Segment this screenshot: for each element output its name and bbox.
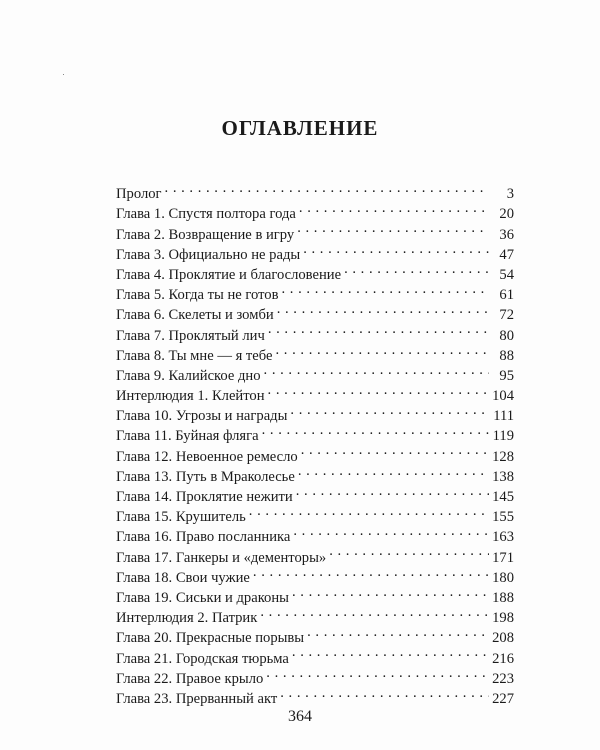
toc-dot-leader — [303, 239, 489, 259]
toc-dot-leader — [262, 420, 489, 440]
toc-entry-title: Глава 11. Буйная фляга — [116, 428, 259, 445]
toc-dot-leader — [253, 562, 489, 582]
toc-entry-title: Глава 6. Скелеты и зомби — [116, 307, 274, 324]
toc-entry-title: Глава 4. Проклятие и благословение — [116, 266, 342, 283]
toc-entry-title: Глава 21. Городская тюрьма — [116, 650, 289, 667]
toc-entry-title: Глава 17. Ганкеры и «дементоры» — [116, 549, 327, 566]
toc-dot-leader — [280, 683, 489, 703]
toc-entry-page: 95 — [499, 367, 514, 384]
toc-dot-leader — [268, 380, 489, 400]
toc-entry-title: Глава 13. Путь в Мраколесье — [116, 468, 295, 485]
page-title: ОГЛАВЛЕНИЕ — [221, 116, 379, 140]
toc-dot-leader — [282, 279, 490, 299]
toc-entry-page: 72 — [499, 307, 514, 324]
toc-dot-leader — [307, 622, 489, 642]
toc-entry-page: 128 — [492, 448, 514, 465]
toc-entry-page: 20 — [499, 206, 514, 223]
toc-entry-page: 80 — [499, 327, 514, 344]
toc-dot-leader — [297, 218, 489, 238]
toc-dot-leader — [290, 400, 489, 420]
toc-entry-title: Глава 18. Свои чужие — [116, 569, 250, 586]
toc-entry-page: 223 — [492, 670, 514, 687]
toc-entry-title: Глава 5. Когда ты не готов — [116, 287, 279, 304]
toc-entry-page: 171 — [492, 549, 514, 566]
toc-dot-leader — [266, 663, 489, 683]
toc-entry-title: Глава 23. Прерванный акт — [116, 690, 278, 707]
toc-entry-title: Глава 1. Спустя полтора года — [116, 206, 296, 223]
toc-dot-leader — [301, 440, 489, 460]
toc-dot-leader — [298, 461, 489, 481]
toc-dot-leader — [276, 340, 490, 360]
toc-dot-leader — [299, 198, 489, 218]
toc-entry-page: 54 — [499, 266, 514, 283]
toc-entry-page: 111 — [493, 408, 514, 425]
toc-entry-page: 227 — [492, 690, 514, 707]
toc-dot-leader — [329, 541, 489, 561]
toc-entry-page: 155 — [492, 509, 514, 526]
toc-entry-title: Глава 8. Ты мне — я тебе — [116, 347, 273, 364]
paper-speck — [63, 74, 64, 75]
toc-dot-leader — [165, 178, 489, 198]
toc-entry-page: 47 — [499, 246, 514, 263]
toc-entry-title: Интерлюдия 2. Патрик — [116, 610, 258, 627]
toc-dot-leader — [292, 642, 489, 662]
toc-entry-page: 119 — [492, 428, 514, 445]
toc-entry-page: 61 — [499, 287, 514, 304]
toc-entry-page: 104 — [492, 388, 514, 405]
page-number: 364 — [288, 708, 312, 725]
toc-entry-title: Глава 16. Право посланника — [116, 529, 291, 546]
toc-entry-page: 180 — [492, 569, 514, 586]
toc-entry-page: 88 — [499, 347, 514, 364]
toc-entry-page: 188 — [492, 589, 514, 606]
toc-dot-leader — [264, 360, 489, 380]
toc-entry-title: Глава 19. Сиськи и драконы — [116, 589, 289, 606]
toc-dot-leader — [292, 582, 489, 602]
toc-entry-title: Глава 12. Невоенное ремесло — [116, 448, 298, 465]
toc-dot-leader — [249, 501, 489, 521]
toc-dot-leader — [277, 299, 489, 319]
toc-entry-page: 198 — [492, 610, 514, 627]
toc-entry-page: 3 — [506, 186, 514, 203]
toc-entry-title: Глава 3. Официально не рады — [116, 246, 301, 263]
toc-entry-page: 216 — [492, 650, 514, 667]
toc-entry-title: Глава 15. Крушитель — [116, 509, 246, 526]
toc-entry-title: Глава 22. Правое крыло — [116, 670, 264, 687]
toc-dot-leader — [268, 319, 489, 339]
toc-dot-leader — [296, 481, 489, 501]
toc-entry — [116, 178, 514, 203]
toc-entry-title: Глава 9. Калийское дно — [116, 367, 261, 384]
toc-entry-page: 36 — [499, 226, 514, 243]
toc-entry-title: Пролог — [116, 186, 162, 203]
toc-dot-leader — [344, 259, 489, 279]
toc-entry-title: Глава 7. Проклятый лич — [116, 327, 265, 344]
toc-entry-page: 163 — [492, 529, 514, 546]
toc-entry-title: Глава 20. Прекрасные порывы — [116, 630, 305, 647]
toc-entry-page: 138 — [492, 468, 514, 485]
table-of-contents — [116, 178, 514, 707]
toc-entry-title: Интерлюдия 1. Клейтон — [116, 388, 265, 405]
toc-entry-title: Глава 10. Угрозы и награды — [116, 408, 288, 425]
toc-entry-title: Глава 14. Проклятие нежити — [116, 489, 293, 505]
toc-dot-leader — [293, 521, 489, 541]
toc-entry — [116, 198, 514, 223]
toc-dot-leader — [260, 602, 489, 622]
toc-entry-title: Глава 2. Возвращение в игру — [116, 226, 295, 243]
toc-entry-page: 208 — [492, 630, 514, 647]
toc-entry-page: 145 — [492, 489, 514, 505]
